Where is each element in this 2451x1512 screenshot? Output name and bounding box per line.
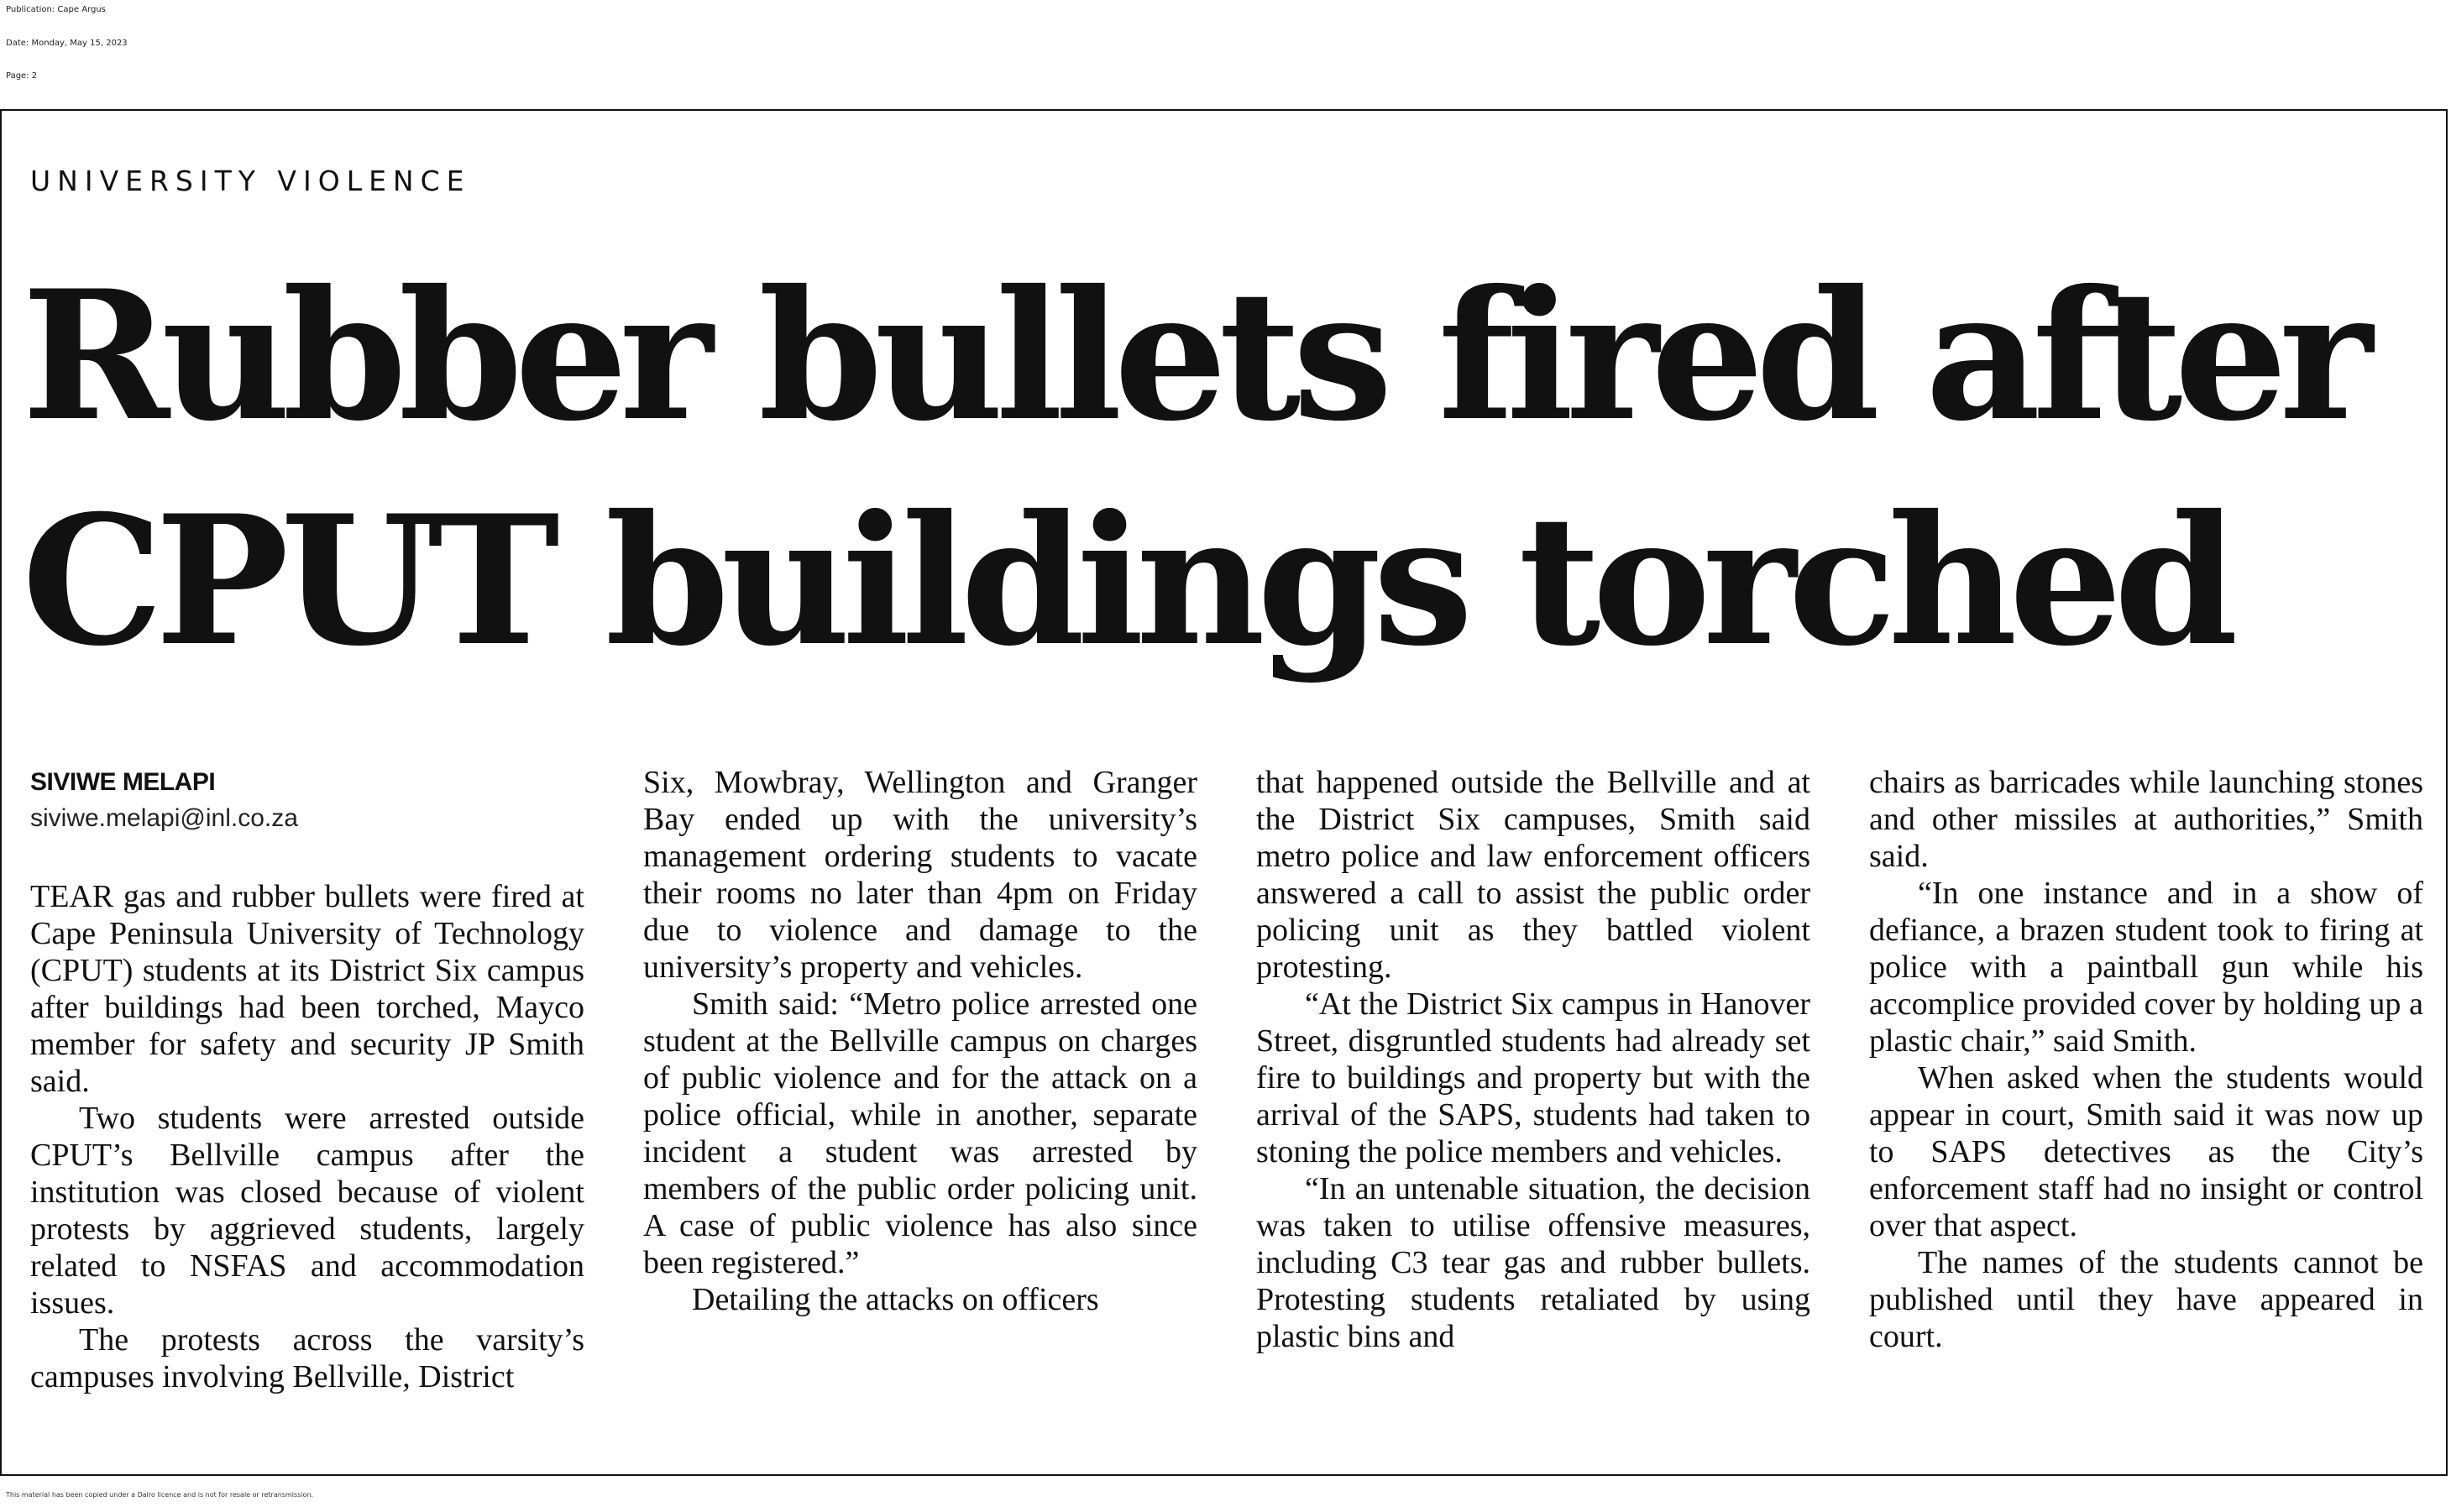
headline-line-1: Rubber bullets fired after	[22, 251, 2365, 460]
headline-line-2: CPUT buildings torched	[22, 476, 2230, 685]
section-kicker: UNIVERSITY VIOLENCE	[30, 165, 471, 197]
byline-email: siviwe.melapi@inl.co.za	[30, 804, 298, 832]
paragraph: When asked when the students would appear in court, Smith said it was now up to SAPS detectives as the City’s enforcement staff had no insight or control over that aspect.	[1869, 1060, 2423, 1243]
paragraph: Detailing the attacks on officers	[692, 1282, 1099, 1317]
paragraph: “In an untenable situation, the decision was taken to utilise offensive measures, including C3 tear gas and rubber bullets. Protesting students retaliated by using plastic bins and	[1256, 1171, 1810, 1354]
publication-label: Publication: Cape Argus	[6, 5, 106, 14]
paragraph: Six, Mowbray, Wellington and Granger Bay ended up with the university’s management ordering students to vacate their rooms no later than 4pm on Friday due to violence and damage to the university’s property and vehicles.	[643, 765, 1197, 985]
paragraph: that happened outside the Bellville and at the District Six campuses, Smith said metro police and law enforcement officers answered a call to assist the public order policing unit as they battled violent protesting.	[1256, 765, 1810, 985]
date-label: Date: Monday, May 15, 2023	[6, 39, 128, 48]
article-headline	[22, 243, 2365, 693]
paragraph: Smith said: “Metro police arrested one student at the Bellville campus on charges of public violence and for the attack on a police official, while in another, separate incident a student was arrested by members of the public order policing unit. A case of public violence has also since been registered.”	[643, 986, 1197, 1280]
page-number-label: Page: 2	[6, 71, 38, 81]
article-column-4	[1869, 764, 2423, 1355]
paragraph: “At the District Six campus in Hanover Street, disgruntled students had already set fire to buildings and property but with the arrival of the SAPS, students had taken to stoning the police members and vehicles.	[1256, 986, 1810, 1169]
paragraph: Two students were arrested outside CPUT’s Bellville campus after the institution was closed because of violent protests by aggrieved students, largely related to NSFAS and accommodation issues.	[30, 1101, 584, 1321]
article-column-3	[1256, 764, 1810, 1355]
article-column-1	[30, 878, 584, 1395]
byline-author: SIVIWE MELAPI	[30, 768, 216, 796]
paragraph: “In one instance and in a show of defiance, a brazen student took to firing at police with a paintball gun while his accomplice provided cover by holding up a plastic chair,” said Smith.	[1869, 876, 2423, 1059]
paragraph: TEAR gas and rubber bullets were fired at Cape Peninsula University of Technology (CPUT) students at its District Six campus after buildings had been torched, Mayco member for safety and security JP Smith said.	[30, 879, 584, 1099]
paragraph: chairs as barricades while launching stones and other missiles at authorities,” Smith said.	[1869, 765, 2423, 874]
article-column-2	[643, 764, 1197, 1318]
paragraph: The protests across the varsity’s campuses involving Bellville, District	[30, 1322, 584, 1394]
paragraph: The names of the students cannot be published until they have appeared in court.	[1869, 1245, 2423, 1354]
licence-footer: This material has been copied under a Dalro licence and is not for resale or retransmission.	[6, 1491, 314, 1499]
